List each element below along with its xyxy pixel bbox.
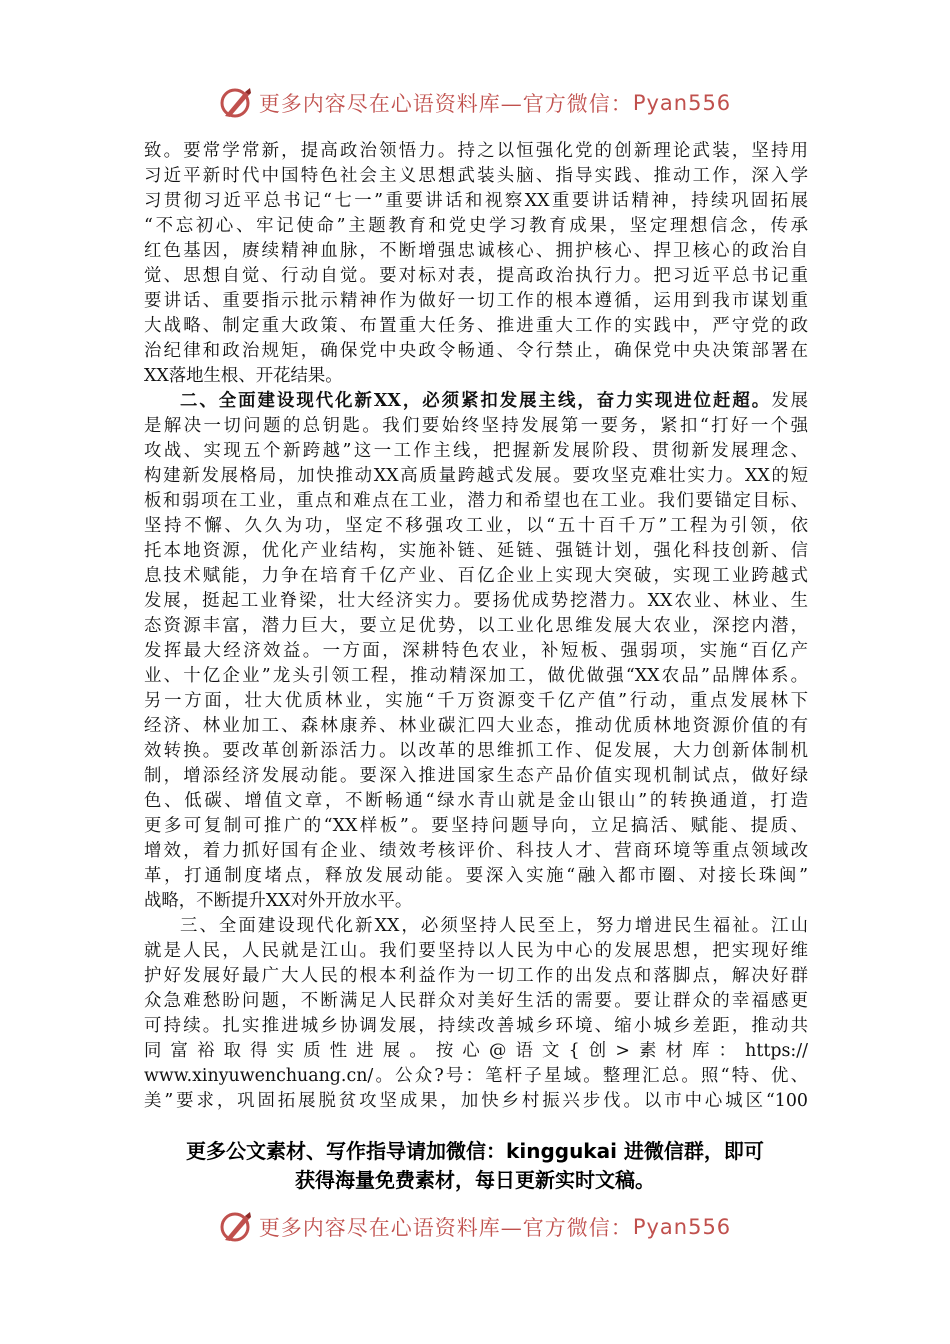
text-line <box>144 839 808 864</box>
text-line <box>144 1089 808 1114</box>
text-line <box>144 264 808 289</box>
line-text: 发展，挺起工业脊梁，壮大经济实力。要扬优成势挖潜力。XX农业、林业、生 <box>144 591 808 611</box>
line-text: www.xinyuwenchuang.cn/。公众?号：笔杆子星域。整理汇总。照“特、优、 <box>144 1066 808 1086</box>
text-line <box>144 139 808 164</box>
text-line <box>144 864 808 889</box>
text-line <box>144 789 808 814</box>
line-text: 可持续。扎实推进城乡协调发展，持续改善城乡环境、缩小城乡差距，推动共 <box>144 1016 808 1036</box>
promo-line-2: 获得海量免费素材，每日更新实时文稿。 <box>295 1168 655 1192</box>
line-text: 红色基因，赓续精神血脉，不断增强忠诚核心、拥护核心、捍卫核心的政治自 <box>144 241 808 261</box>
line-text: 态资源丰富，潜力巨大，要立足优势，以工业化思维发展大农业，深挖内潜， <box>144 616 808 636</box>
text-line <box>144 389 808 414</box>
footer-banner-text: 更多内容尽在心语资料库—官方微信： <box>258 1216 633 1240</box>
line-text: 战略，不断提升XX对外开放水平。 <box>144 891 413 911</box>
text-line <box>144 764 808 789</box>
line-text: 就是人民，人民就是江山。我们要坚持以人民为中心的发展思想，把实现好维 <box>144 941 808 961</box>
line-text: 护好发展好最广大人民的根本利益作为一切工作的出发点和落脚点，解决好群 <box>144 966 808 986</box>
text-line <box>144 589 808 614</box>
header-banner-id: Pyan556 <box>632 91 732 115</box>
line-text: 革，打通制度堵点，释放发展动能。要深入实施“融入都市圈、对接长珠闽” <box>144 866 808 886</box>
line-text: “不忘初心、牢记使命”主题教育和党史学习教育成果，坚定理想信念，传承 <box>144 216 808 236</box>
line-text: 要讲话、重要指示批示精神作为做好一切工作的根本遵循，运用到我市谋划重 <box>144 291 808 311</box>
text-line <box>144 364 808 389</box>
text-line <box>144 639 808 664</box>
text-line <box>144 1064 808 1089</box>
line-text: 托本地资源，优化产业结构，实施补链、延链、强链计划，强化科技创新、信 <box>144 541 808 561</box>
text-line <box>144 189 808 214</box>
line-text: 是解决一切问题的总钥匙。我们要始终坚持发展第一要务，紧扣“打好一个强 <box>144 416 808 436</box>
text-line <box>144 914 808 939</box>
pen-logo-icon <box>219 86 253 120</box>
line-text: 美”要求，巩固拓展脱贫攻坚成果，加快乡村振兴步伐。以市中心城区“100 <box>144 1091 808 1111</box>
text-line <box>144 714 808 739</box>
line-text: 另一方面，壮大优质林业，实施“千万资源变千亿产值”行动，重点发展林下 <box>144 691 808 711</box>
text-line <box>144 414 808 439</box>
line-text: 众急难愁盼问题，不断满足人民群众对美好生活的需要。要让群众的幸福感更 <box>144 991 808 1011</box>
text-line <box>144 514 808 539</box>
text-line <box>144 889 808 914</box>
text-line <box>144 989 808 1014</box>
text-line <box>144 664 808 689</box>
text-line <box>144 464 808 489</box>
line-text: 坚持不懈、久久为功，坚定不移强攻工业，以“五十百千万”工程为引领，依 <box>144 516 808 536</box>
promo-notice <box>0 1137 950 1195</box>
section-heading: 二、全面建设现代化新XX，必须紧扣发展主线，奋力实现进位赶超。 <box>180 391 772 411</box>
line-text: 经济、林业加工、森林康养、林业碳汇四大业态，推动优质林地资源价值的有 <box>144 716 808 736</box>
text-line <box>144 314 808 339</box>
text-line <box>144 164 808 189</box>
line-text: 大战略、制定重大政策、布置重大任务、推进重大工作的实践中，严守党的政 <box>144 316 808 336</box>
line-text: 同富裕取得实质性进展。按心@语文{创>素材库：https:// <box>144 1041 808 1061</box>
line-text: 致。要常学常新，提高政治领悟力。持之以恒强化党的创新理论武装，坚持用 <box>144 141 808 161</box>
text-line <box>144 239 808 264</box>
line-text: 三、全面建设现代化新XX，必须坚持人民至上，努力增进民生福祉。江山 <box>180 916 808 936</box>
promo-line-1: 更多公文素材、写作指导请加微信：kinggukai 进微信群，即可 <box>186 1139 764 1163</box>
text-line <box>144 489 808 514</box>
footer-banner-id: Pyan556 <box>632 1215 732 1239</box>
line-text: 发展 <box>771 391 808 411</box>
header-banner-text: 更多内容尽在心语资料库—官方微信： <box>258 92 633 116</box>
text-line <box>144 539 808 564</box>
text-line <box>144 214 808 239</box>
text-line <box>144 939 808 964</box>
line-text: 觉、思想自觉、行动自觉。要对标对表，提高政治执行力。把习近平总书记重 <box>144 266 808 286</box>
line-text: 更多可复制可推广的“XX样板”。要坚持问题导向，立足搞活、赋能、提质、 <box>144 816 808 836</box>
text-line <box>144 439 808 464</box>
text-line <box>144 1014 808 1039</box>
line-text: XX落地生根、开花结果。 <box>144 366 343 386</box>
text-line <box>144 1039 808 1064</box>
line-text: 习贯彻习近平总书记“七一”重要讲话和视察XX重要讲话精神，持续巩固拓展 <box>144 191 808 211</box>
line-text: 效转换。要改革创新添活力。以改革的思维抓工作、促发展，大力创新体制机 <box>144 741 808 761</box>
footer-banner <box>0 1207 950 1247</box>
line-text: 构建新发展格局，加快推动XX高质量跨越式发展。要攻坚克难壮实力。XX的短 <box>144 466 808 486</box>
line-text: 发挥最大经济效益。一方面，深耕特色农业，补短板、强弱项，实施“百亿产 <box>144 641 808 661</box>
pen-logo-icon <box>219 1210 253 1244</box>
text-line <box>144 689 808 714</box>
header-banner <box>0 83 950 123</box>
text-line <box>144 289 808 314</box>
line-text: 治纪律和政治规矩，确保党中央政令畅通、令行禁止，确保党中央决策部署在 <box>144 341 808 361</box>
line-text: 习近平新时代中国特色社会主义思想武装头脑、指导实践、推动工作，深入学 <box>144 166 808 186</box>
text-line <box>144 964 808 989</box>
text-line <box>144 614 808 639</box>
text-line <box>144 339 808 364</box>
text-line <box>144 739 808 764</box>
text-line <box>144 814 808 839</box>
text-line <box>144 564 808 589</box>
line-text: 制，增添经济发展动能。要深入推进国家生态产品价值实现机制试点，做好绿 <box>144 766 808 786</box>
line-text: 增效，着力抓好国有企业、绩效考核评价、科技人才、营商环境等重点领域改 <box>144 841 808 861</box>
line-text: 息技术赋能，力争在培育千亿产业、百亿企业上实现大突破，实现工业跨越式 <box>144 566 808 586</box>
document-body <box>144 139 808 1114</box>
line-text: 板和弱项在工业，重点和难点在工业，潜力和希望也在工业。我们要锚定目标、 <box>144 491 808 511</box>
line-text: 色、低碳、增值文章，不断畅通“绿水青山就是金山银山”的转换通道，打造 <box>144 791 808 811</box>
line-text: 业、十亿企业”龙头引领工程，推动精深加工，做优做强“XX农品”品牌体系。 <box>144 666 808 686</box>
line-text: 攻战、实现五个新跨越”这一工作主线，把握新发展阶段、贯彻新发展理念、 <box>144 441 808 461</box>
